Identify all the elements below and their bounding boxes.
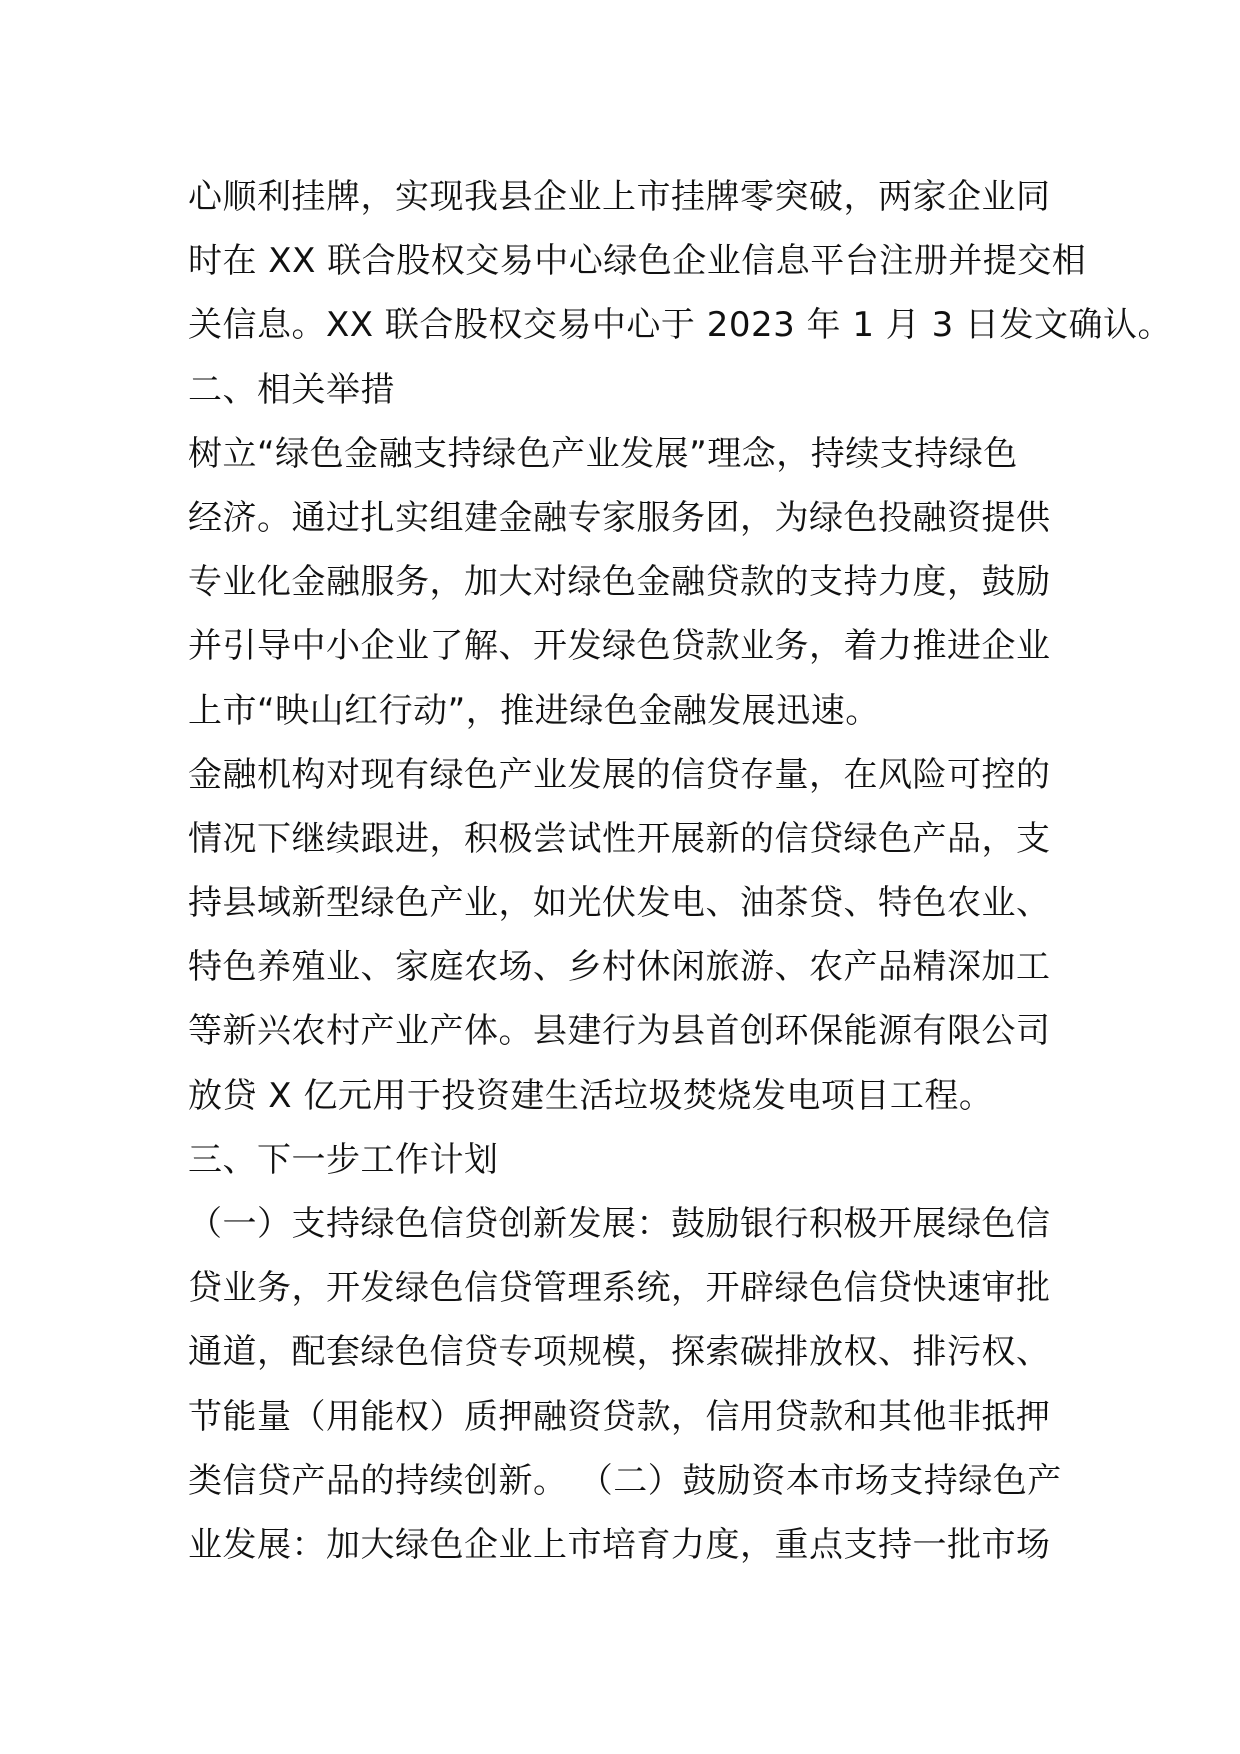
section-heading: 二、相关举措: [188, 369, 395, 410]
text-line: 贷业务，开发绿色信贷管理系统，开辟绿色信贷快速审批: [188, 1268, 1051, 1309]
text-line: 持县域新型绿色产业，如光伏发电、油茶贷、特色农业、: [188, 883, 1051, 924]
text-line: 并引导中小企业了解、开发绿色贷款业务，着力推进企业: [188, 626, 1051, 667]
text-line: 心顺利挂牌，实现我县企业上市挂牌零突破，两家企业同: [188, 177, 1051, 217]
text-line: 通道，配套绿色信贷专项规模，探索碳排放权、排污权、: [188, 1332, 1051, 1373]
text-line: 树立“绿色金融支持绿色产业发展”理念，持续支持绿色: [188, 433, 1018, 474]
document-body: [188, 165, 1173, 1577]
text-line: 金融机构对现有绿色产业发展的信贷存量，在风险可控的: [188, 754, 1051, 795]
section-heading: 三、下一步工作计划: [188, 1139, 499, 1180]
text-line: 放贷 X 亿元用于投资建生活垃圾焚烧发电项目工程。: [188, 1075, 994, 1116]
text-line: 专业化金融服务，加大对绿色金融贷款的支持力度，鼓励: [188, 562, 1051, 603]
text-line: 上市“映山红行动”，推进绿色金融发展迅速。: [188, 690, 880, 731]
text-line: 经济。通过扎实组建金融专家服务团，为绿色投融资提供: [188, 497, 1051, 538]
text-line: 关信息。XX 联合股权交易中心于 2023 年 1 月 3 日发文确认。: [188, 305, 1173, 346]
text-line: 节能量（用能权）质押融资贷款，信用贷款和其他非抵押: [188, 1396, 1051, 1437]
text-line: 业发展：加大绿色企业上市培育力度，重点支持一批市场: [188, 1524, 1051, 1565]
text-line: 特色养殖业、家庭农场、乡村休闲旅游、农产品精深加工: [188, 947, 1051, 988]
text-line: 时在 XX 联合股权交易中心绿色企业信息平台注册并提交相: [188, 241, 1087, 282]
text-line: 类信贷产品的持续创新。 （二）鼓励资本市场支持绿色产: [188, 1460, 1062, 1501]
text-line: （一）支持绿色信贷创新发展：鼓励银行积极开展绿色信: [188, 1204, 1051, 1244]
text-line: 等新兴农村产业产体。县建行为县首创环保能源有限公司: [188, 1011, 1051, 1052]
text-line: 情况下继续跟进，积极尝试性开展新的信贷绿色产品，支: [188, 818, 1051, 859]
